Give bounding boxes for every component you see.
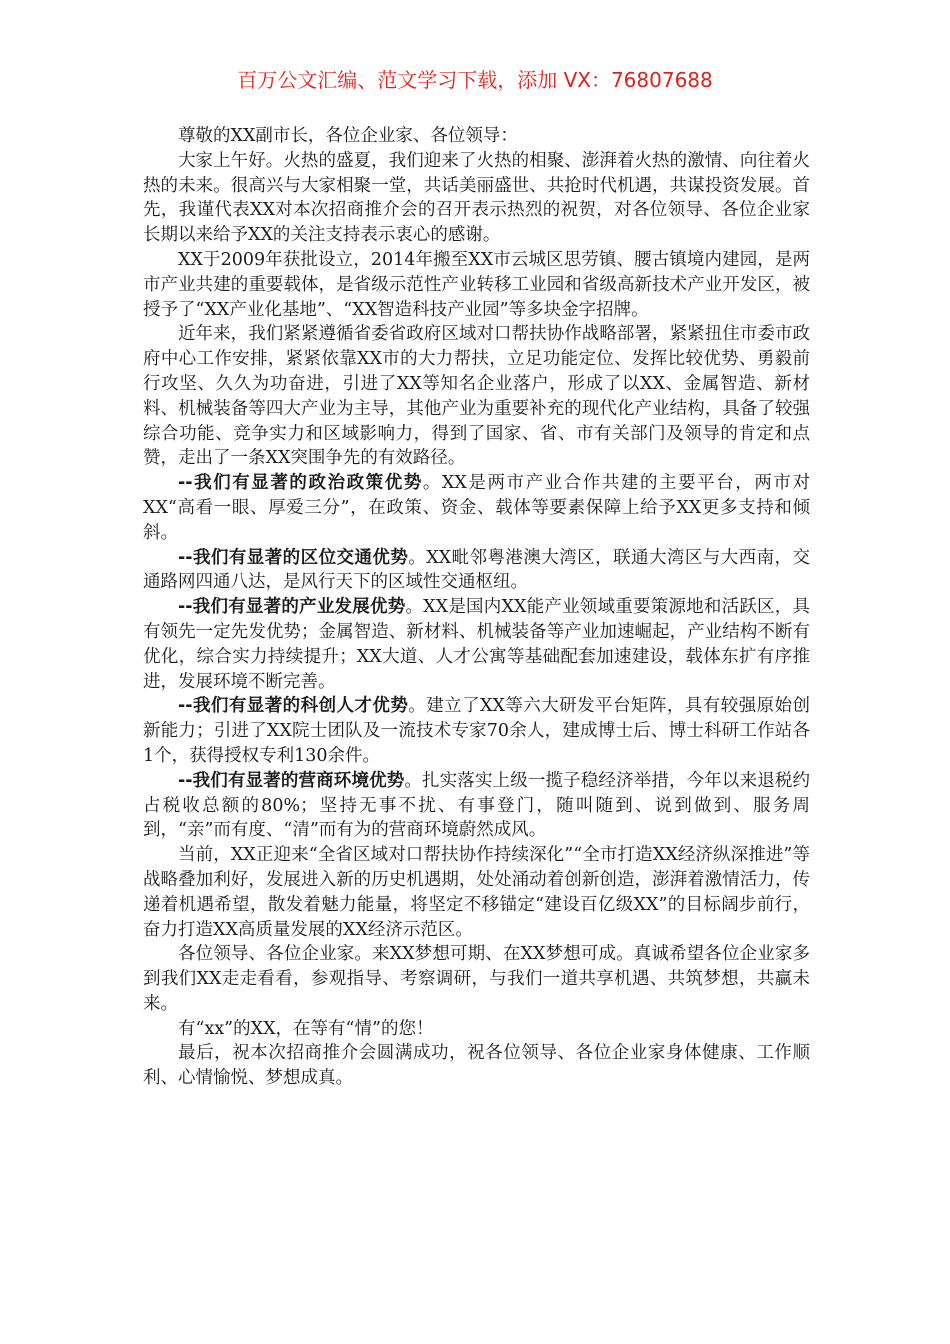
paragraph-advantage-location <box>143 546 810 596</box>
paragraph-advantage-business <box>143 769 810 843</box>
advantage-text: 。XX是国内XX能产业领域重要策源地和活跃区，具有领先一定先发优势；金属智造、新材料、机械装备等产业加速崛起，产业结构不断有优化，综合实力持续提升；XX大道、人才公寓等基础配套加速建设，载体东扩有序推进，发展环境不断完善。 <box>143 597 810 692</box>
header-banner: 百万公文汇编、范文学习下载，添加 VX：76807688 <box>237 68 713 92</box>
paragraph-greeting: 大家上午好。火热的盛夏，我们迎来了火热的相聚、澎湃着火热的激情、向往着火热的未来。很高兴与大家相聚一堂，共话美丽盛世、共抢时代机遇，共谋投资发展。首先，我谨代表XX对本次招商推介会的召开表示热烈的祝贺，对各位领导、各位企业家长期以来给予XX的关注支持表示衷心的感谢。 <box>143 150 810 246</box>
advantage-heading: --我们有显著的政治政策优势 <box>178 473 423 494</box>
advantage-heading: --我们有显著的科创人才优势 <box>178 696 409 717</box>
paragraph-advantage-industry <box>143 595 810 694</box>
paragraph-invitation: 各位领导、各位企业家。来XX梦想可期、在XX梦想可成。真诚希望各位企业家多到我们XX走走看看，参观指导、考察调研，与我们一道共享机遇、共筑梦想，共赢未来。 <box>143 944 810 1014</box>
advantage-heading: --我们有显著的区位交通优势 <box>178 547 409 568</box>
salutation: 尊敬的XX副市长，各位企业家、各位领导： <box>178 126 518 146</box>
advantage-text: 。建立了XX等六大研发平台矩阵，具有较强原始创新能力；引进了XX院士团队及一流技术专家70余人，建成博士后、博士科研工作站各1个，获得授权专利130余件。 <box>143 696 810 766</box>
paragraph-recent-years: 近年来，我们紧紧遵循省委省政府区域对口帮扶协作战略部署，紧紧扭住市委市政府中心工作安排，紧紧依靠XX市的大力帮扶，立足功能定位、发挥比较优势、勇毅前行攻坚、久久为功奋进，引进了XX等知名企业落户，形成了以XX、金属智造、新材料、机械装备等四大产业为主导，其他产业为重要补充的现代化产业结构，具备了较强综合功能、竞争实力和区域影响力，得到了国家、省、市有关部门及领导的肯定和点赞，走出了一条XX突围争先的有效路径。 <box>143 324 810 469</box>
advantage-text: 。扎实落实上级一揽子稳经济举措，今年以来退税约占税收总额的80%；坚持无事不扰、有事登门，随叫随到、说到做到、服务周到，“亲”而有度、“清”而有为的营商环境蔚然成风。 <box>143 770 810 841</box>
advantage-text: 。XX毗邻粤港澳大湾区，联通大湾区与大西南，交通路网四通八达，是风行天下的区域性交通枢纽。 <box>143 547 810 593</box>
paragraph-current-opportunity: 当前，XX正迎来“全省区域对口帮扶协作持续深化”“全市打造XX经济纵深推进”等战略叠加利好，发展进入新的历史机遇期，处处涌动着创新创造，澎湃着激情活力，传递着机遇希望，散发着魅力能量，将坚定不移锚定“建设百亿级XX”的目标阔步前行，奋力打造XX高质量发展的XX经济示范区。 <box>143 845 810 940</box>
advantage-text: 。XX是两市产业合作共建的主要平台，两市对XX“高看一眼、厚爱三分”，在政策、资金、载体等要素保障上给予XX更多支持和倾斜。 <box>143 473 810 543</box>
paragraph-advantage-policy <box>143 471 810 545</box>
paragraph-introduction: XX于2009年获批设立，2014年搬至XX市云城区思劳镇、腰古镇境内建园，是两市产业共建的重要载体，是省级示范性产业转移工业园和省级高新技术产业开发区，被授予了“XX产业化基地”、“XX智造科技产业园”等多块金字招牌。 <box>143 249 810 320</box>
speech-body <box>143 124 810 1091</box>
paragraph-closing: 最后，祝本次招商推介会圆满成功，祝各位领导、各位企业家身体健康、工作顺利、心情愉悦、梦想成真。 <box>143 1043 810 1089</box>
advantage-heading: --我们有显著的营商环境优势 <box>178 770 405 791</box>
paragraph-advantage-talent <box>143 694 810 768</box>
advantage-heading: --我们有显著的产业发展优势 <box>178 597 406 618</box>
paragraph-slogan: 有“xx”的XX，在等有“情”的您！ <box>178 1018 434 1039</box>
